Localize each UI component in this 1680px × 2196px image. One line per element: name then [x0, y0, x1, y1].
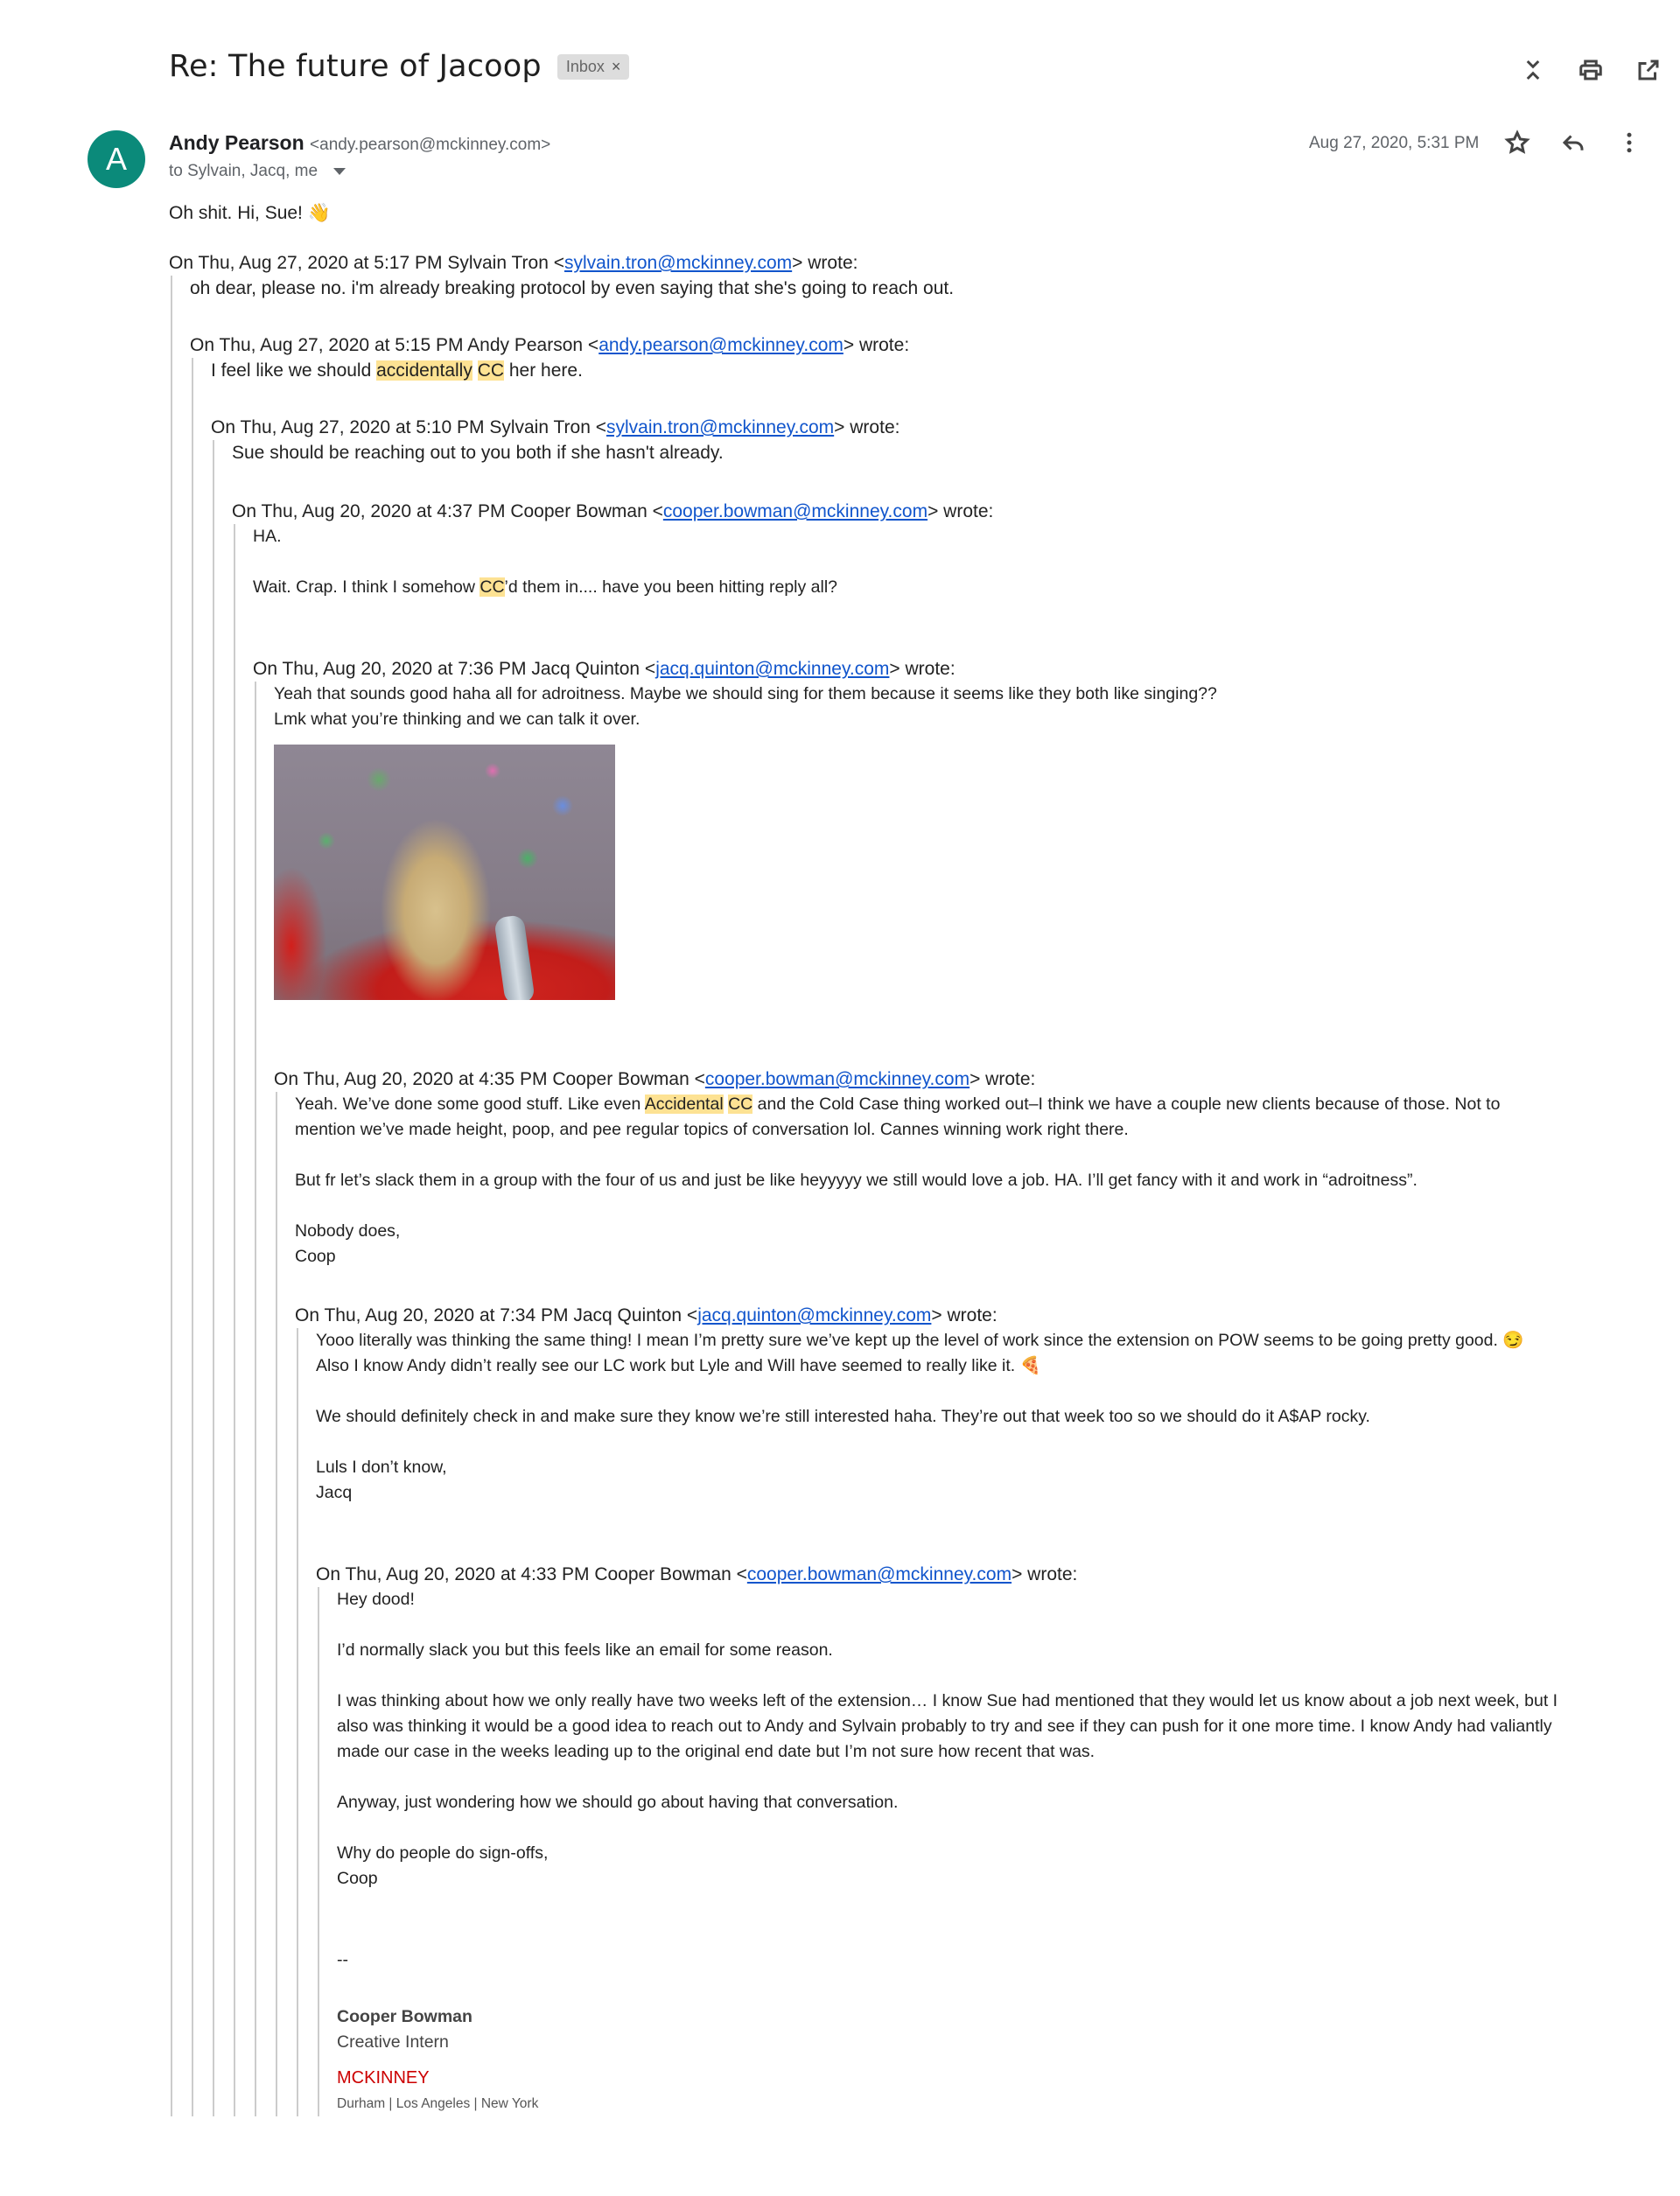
highlight: CC [477, 360, 505, 381]
quote-block-8 [318, 1587, 1656, 2116]
highlight: CC [728, 1095, 753, 1114]
attribution-text: On Thu, Aug 27, 2020 at 5:10 PM Sylvain Tron < [211, 417, 606, 437]
attribution-text: On Thu, Aug 20, 2020 at 4:35 PM Cooper Bowman < [274, 1069, 705, 1089]
expand-collapse-icon[interactable] [1517, 54, 1549, 86]
recipients-line [169, 162, 346, 181]
attribution-text: > wrote: [889, 659, 956, 679]
quote-text: Lmk what you’re thinking and we can talk it over. [274, 710, 640, 729]
microphone-shape [494, 914, 536, 1000]
quote-attribution-1 [169, 250, 1656, 276]
signature-locations: Durham | Los Angeles | New York [337, 2096, 539, 2111]
text: I feel like we should [211, 360, 377, 381]
quote-text: Also I know Andy didn’t really see our LC work but Lyle and Will have seemed to really like it. 🍕 [316, 1356, 1041, 1375]
quote-block-4 [234, 524, 1656, 2116]
avatar[interactable]: A [88, 130, 145, 188]
email-link[interactable]: andy.pearson@mckinney.com [598, 335, 844, 355]
email-subject: Re: The future of Jacoop [169, 49, 542, 84]
attribution-text: > wrote: [843, 335, 910, 355]
star-icon[interactable] [1502, 128, 1532, 157]
quote-text: Why do people do sign-offs, [337, 1843, 549, 1863]
karaoke-gif-image[interactable] [274, 745, 615, 1000]
email-link[interactable]: cooper.bowman@mckinney.com [662, 501, 928, 521]
signature-separator: -- [337, 1950, 348, 1969]
highlight: accidentally [376, 360, 472, 381]
attribution-text: > wrote: [834, 417, 900, 437]
attribution-text: On Thu, Aug 20, 2020 at 4:37 PM Cooper Bowman < [232, 501, 663, 521]
quote-text: Coop [295, 1247, 336, 1266]
subject-row [169, 49, 629, 84]
email-link[interactable]: sylvain.tron@mckinney.com [564, 253, 793, 273]
email-link[interactable]: sylvain.tron@mckinney.com [606, 417, 835, 437]
quote-text: Sue should be reaching out to you both if she hasn't already. [232, 443, 724, 463]
attribution-text: > wrote: [1012, 1564, 1078, 1584]
more-vert-icon[interactable] [1614, 128, 1644, 157]
quote-block-3 [213, 440, 1656, 2116]
signature-name: Cooper Bowman [337, 2007, 472, 2026]
thread-actions [1517, 54, 1664, 86]
highlight: Accidental [644, 1095, 724, 1114]
quote-text: oh dear, please no. i'm already breaking protocol by even saying that she's going to reach out. [190, 278, 955, 298]
sender-email: <andy.pearson@mckinney.com> [310, 136, 551, 154]
text: Yeah. We’ve done some good stuff. Like even [295, 1095, 645, 1114]
reply-icon[interactable] [1558, 128, 1588, 157]
quote-text [253, 575, 1656, 600]
quote-text [295, 1092, 1537, 1143]
quote-text: Yeah that sounds good haha all for adroitness. Maybe we should sing for them because it seems like they both like singing?? [274, 684, 1217, 703]
highlight: CC [480, 577, 505, 597]
quote-block-7 [297, 1328, 1656, 2116]
text: Wait. Crap. I think I somehow [253, 577, 480, 597]
email-link[interactable]: jacq.quinton@mckinney.com [655, 659, 890, 679]
email-link[interactable]: cooper.bowman@mckinney.com [704, 1069, 970, 1089]
quote-block-1 [171, 276, 1656, 2116]
quote-attribution-8 [316, 1562, 1656, 1587]
quote-text: Coop [337, 1869, 378, 1888]
text: ’d them in.... have you been hitting reply all? [504, 577, 838, 597]
quote-text [211, 358, 1656, 383]
label-remove-icon[interactable]: × [611, 57, 621, 75]
inbox-label-chip[interactable] [557, 54, 630, 80]
label-text: Inbox [565, 57, 605, 75]
quote-text: I was thinking about how we only really have two weeks left of the extension… I know Sue had mentioned that they would let us know about a job next week, but I also was thinking it would be a good idea to reach out to Andy and Sylvain probably to try and see if they can push for it one more time. I know Andy had valiantly made our case in the weeks leading up to the original end date but I’m not sure how recent that was. [337, 1691, 1558, 1761]
print-icon[interactable] [1575, 54, 1606, 86]
sender-line [169, 131, 550, 155]
attribution-text: On Thu, Aug 20, 2020 at 7:34 PM Jacq Quinton < [295, 1305, 698, 1325]
message-body [169, 200, 1656, 2116]
signature-brand: MCKINNEY [337, 2068, 430, 2088]
quote-attribution-6 [274, 1067, 1656, 1092]
quote-text: Anyway, just wondering how we should go about having that conversation. [337, 1793, 899, 1812]
attribution-text: On Thu, Aug 27, 2020 at 5:15 PM Andy Pearson < [190, 335, 599, 355]
attribution-text: > wrote: [928, 501, 994, 521]
quote-block-6 [276, 1092, 1656, 2116]
attribution-text: > wrote: [792, 253, 858, 273]
sender-name[interactable]: Andy Pearson [169, 131, 304, 154]
message-text: Oh shit. Hi, Sue! 👋 [169, 203, 331, 223]
recipients-text: to Sylvain, Jacq, me [169, 162, 318, 180]
quote-text: Yooo literally was thinking the same thing! I mean I’m pretty sure we’ve kept up the level of work since the extension on POW seems to be going pretty good. 😏 [316, 1331, 1524, 1350]
attribution-text: > wrote: [970, 1069, 1036, 1089]
attribution-text: On Thu, Aug 20, 2020 at 7:36 PM Jacq Quinton < [253, 659, 656, 679]
text: her here. [504, 360, 583, 381]
quote-text: Nobody does, [295, 1221, 401, 1241]
quote-attribution-7 [295, 1303, 1656, 1328]
quote-attribution-2 [190, 332, 1656, 358]
quote-block-5 [255, 682, 1656, 2116]
attribution-text: On Thu, Aug 27, 2020 at 5:17 PM Sylvain Tron < [169, 253, 564, 273]
quote-text: I’d normally slack you but this feels like an email for some reason. [337, 1640, 833, 1660]
quote-attribution-5 [253, 656, 1656, 682]
message-actions [1502, 128, 1644, 157]
quote-block-2 [192, 358, 1656, 2116]
quote-text: But fr let’s slack them in a group with the four of us and just be like heyyyyy we still would love a job. HA. I’ll get fancy with it and work in “adroitness”. [295, 1171, 1418, 1190]
chevron-down-icon[interactable] [333, 168, 346, 175]
quote-attribution-3 [211, 415, 1656, 440]
attribution-text: > wrote: [931, 1305, 998, 1325]
text: and the Cold Case thing worked out–I think we have a couple new clients because of those. Not to mention we’ve made height, poop, and pee regular topics of conversation lol. Cannes winning work right there. [295, 1095, 1501, 1139]
quote-attribution-4 [232, 499, 1656, 524]
open-in-new-icon[interactable] [1633, 54, 1664, 86]
signature-title: Creative Intern [337, 2032, 449, 2052]
attribution-text: On Thu, Aug 20, 2020 at 4:33 PM Cooper Bowman < [316, 1564, 747, 1584]
quote-text: We should definitely check in and make sure they know we’re still interested haha. They’re out that week too so we should do it A$AP rocky. [316, 1407, 1370, 1426]
message-date: Aug 27, 2020, 5:31 PM [1309, 134, 1480, 152]
text [472, 360, 478, 381]
quote-text: Luls I don’t know, [316, 1458, 447, 1477]
email-link[interactable]: jacq.quinton@mckinney.com [697, 1305, 932, 1325]
email-link[interactable]: cooper.bowman@mckinney.com [746, 1564, 1012, 1584]
quote-text: HA. [253, 527, 282, 546]
quote-text: Jacq [316, 1483, 353, 1502]
quote-text: Hey dood! [337, 1590, 415, 1609]
